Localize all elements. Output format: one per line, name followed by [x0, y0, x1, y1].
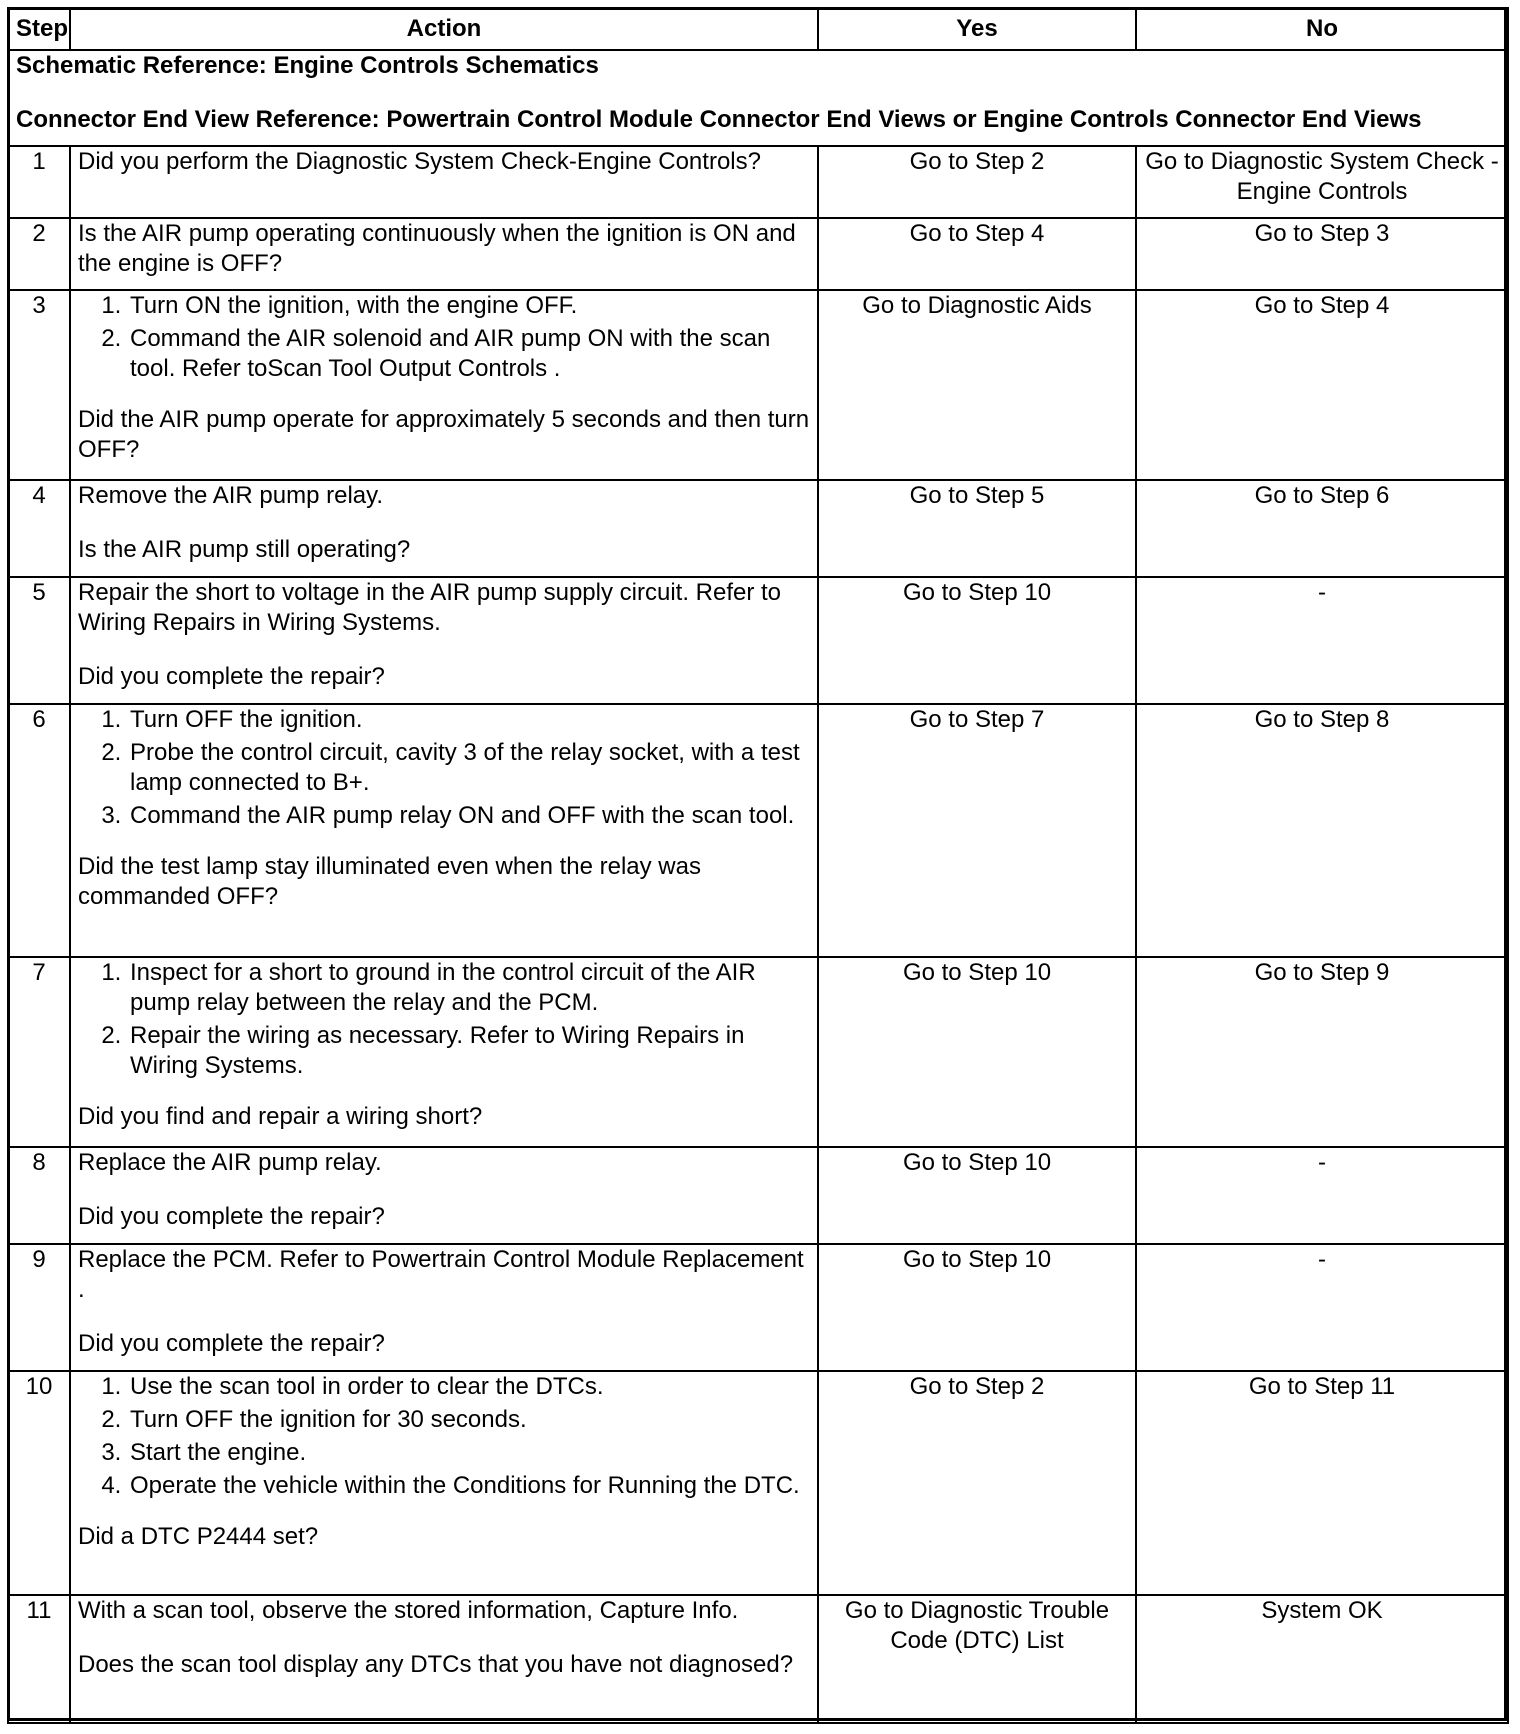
action-question: Did the AIR pump operate for approximately 5 seconds and then turn OFF? [78, 406, 810, 463]
action-question: Did the test lamp stay illuminated even when the relay was commanded OFF? [78, 853, 701, 910]
no-result: Go to Step 9 [1136, 957, 1508, 1147]
yes-result: Go to Step 10 [818, 1244, 1136, 1371]
yes-result: Go to Step 10 [818, 1147, 1136, 1244]
header-step: Step [8, 8, 70, 50]
yes-result: Go to Diagnostic Aids [818, 290, 1136, 480]
step-number: 7 [8, 957, 70, 1147]
no-result: Go to Step 3 [1136, 218, 1508, 290]
no-result: Go to Step 11 [1136, 1371, 1508, 1595]
step-number: 3 [8, 290, 70, 480]
action-step-item: 1. Inspect for a short to ground in the control circuit of the AIR pump relay between the relay and the PCM. [128, 958, 810, 1018]
yes-result: Go to Diagnostic Trouble Code (DTC) List [818, 1595, 1136, 1723]
step-number: 4 [8, 480, 70, 577]
action-question: Did you complete the repair? [78, 663, 385, 690]
no-result: Go to Step 6 [1136, 480, 1508, 577]
step-number: 6 [8, 704, 70, 957]
yes-result: Go to Step 2 [818, 146, 1136, 218]
action-instruction: Replace the PCM. Refer to Powertrain Control Module Replacement . [78, 1246, 804, 1303]
action-step-item: 1. Turn ON the ignition, with the engine OFF. [128, 291, 810, 321]
step-number: 11 [8, 1595, 70, 1723]
action-question: Is the AIR pump still operating? [78, 536, 411, 563]
action-step-item: 4. Operate the vehicle within the Conditions for Running the DTC. [128, 1471, 810, 1501]
action-instruction: With a scan tool, observe the stored information, Capture Info. [78, 1597, 739, 1624]
yes-result: Go to Step 4 [818, 218, 1136, 290]
no-result: Go to Step 4 [1136, 290, 1508, 480]
action-step-item: 2. Command the AIR solenoid and AIR pump ON with the scan tool. Refer toScan Tool Output Controls . [128, 324, 810, 384]
action-question: Did you perform the Diagnostic System Check-Engine Controls? [78, 148, 761, 175]
connector-reference: Connector End View Reference: Powertrain Control Module Connector End Views or Engine Controls Connector End Views [16, 106, 1422, 133]
header-yes: Yes [818, 8, 1136, 50]
action-step-item: 3. Start the engine. [128, 1438, 810, 1468]
schematic-reference: Schematic Reference: Engine Controls Schematics [16, 52, 599, 79]
no-result: - [1136, 577, 1508, 704]
action-step-item: 2. Turn OFF the ignition for 30 seconds. [128, 1405, 810, 1435]
action-question: Did you find and repair a wiring short? [78, 1103, 483, 1130]
no-result: - [1136, 1147, 1508, 1244]
yes-result: Go to Step 10 [818, 957, 1136, 1147]
step-number: 8 [8, 1147, 70, 1244]
yes-result: Go to Step 2 [818, 1371, 1136, 1595]
action-question: Does the scan tool display any DTCs that you have not diagnosed? [78, 1651, 794, 1678]
yes-result: Go to Step 10 [818, 577, 1136, 704]
action-question: Did you complete the repair? [78, 1330, 385, 1357]
no-result: Go to Diagnostic System Check - Engine Controls [1136, 146, 1508, 218]
no-result: System OK [1136, 1595, 1508, 1723]
yes-result: Go to Step 5 [818, 480, 1136, 577]
action-step-item: 1. Use the scan tool in order to clear the DTCs. [128, 1372, 810, 1402]
step-number: 10 [8, 1371, 70, 1595]
action-question: Did you complete the repair? [78, 1203, 385, 1230]
action-question: Is the AIR pump operating continuously when the ignition is ON and the engine is OFF? [78, 220, 796, 277]
table-outer-border [7, 7, 1507, 1721]
no-result: Go to Step 8 [1136, 704, 1508, 957]
action-instruction: Repair the short to voltage in the AIR pump supply circuit. Refer to Wiring Repairs in Wiring Systems. [78, 579, 782, 636]
header-no: No [1136, 8, 1508, 50]
step-number: 2 [8, 218, 70, 290]
step-number: 1 [8, 146, 70, 218]
no-result: - [1136, 1244, 1508, 1371]
yes-result: Go to Step 7 [818, 704, 1136, 957]
action-step-item: 3. Command the AIR pump relay ON and OFF with the scan tool. [128, 801, 810, 831]
action-step-item: 2. Probe the control circuit, cavity 3 of the relay socket, with a test lamp connected to B+. [128, 738, 810, 798]
action-question: Did a DTC P2444 set? [78, 1523, 319, 1550]
step-number: 9 [8, 1244, 70, 1371]
action-instruction: Remove the AIR pump relay. [78, 482, 384, 509]
header-action: Action [70, 8, 818, 50]
action-instruction: Replace the AIR pump relay. [78, 1149, 382, 1176]
action-step-item: 2. Repair the wiring as necessary. Refer to Wiring Repairs in Wiring Systems. [128, 1021, 810, 1081]
step-number: 5 [8, 577, 70, 704]
action-step-item: 1. Turn OFF the ignition. [128, 705, 810, 735]
